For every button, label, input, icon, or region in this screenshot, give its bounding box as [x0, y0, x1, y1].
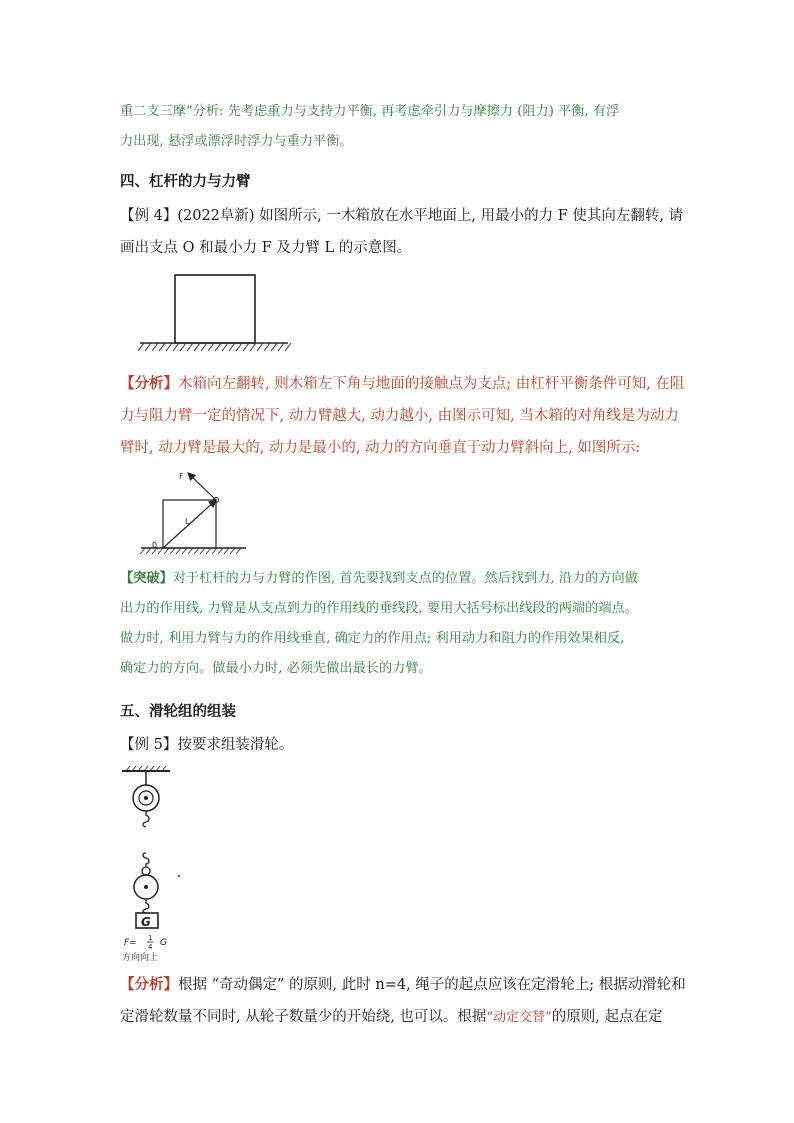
- analysis4-text: 木箱向左翻转, 则木箱左下角与地面的接触点为支点; 由杠杆平衡条件可知, 在阻: [178, 376, 685, 392]
- force-label: F: [179, 472, 184, 481]
- example4-tag: 【例 4】: [120, 208, 178, 224]
- stray-mark: [178, 875, 180, 877]
- section4-tip-line2: 出力的作用线, 力臂是从支点到力的作用线的垂线段, 要用大括号标出线段的两端的端点。: [120, 601, 638, 616]
- formula-right: G: [160, 938, 167, 948]
- section4-analysis-line3: 臂时, 动力臂是最大的, 动力是最小的, 动力的方向垂直于动力臂斜向上, 如图所示:: [120, 440, 641, 456]
- fraction-numerator: 1: [148, 934, 153, 942]
- direction-label: 方向向上: [122, 953, 159, 963]
- analysis5-tag: 【分析】: [120, 976, 178, 993]
- pivot-label: 0: [152, 541, 158, 550]
- example5-tag: 【例 5】: [120, 737, 178, 753]
- fraction-denominator: 4: [148, 943, 153, 951]
- section5-analysis-line1: [120, 975, 686, 995]
- fixed-pulley-axle: [144, 796, 148, 800]
- analysis4-tag: 【分析】: [120, 375, 178, 392]
- tip-text: 对于杠杆的力与力臂的作图, 首先要找到支点的位置。然后找到力, 沿力的方向做: [172, 571, 638, 586]
- analysis5-text: 根据 “奇动偶定” 的原则, 此时 n=4, 绳子的起点应该在定滑轮上; 根据动滑轮和: [178, 977, 686, 993]
- section4-analysis-line1: [120, 374, 685, 394]
- para1-line2: 力出现, 悬浮或漂浮时浮力与重力平衡。: [120, 134, 353, 149]
- section4-example-line1: [120, 206, 684, 226]
- arm-label: L: [185, 517, 190, 526]
- movable-pulley-hook: [143, 899, 149, 913]
- section4-title: 四、杠杆的力与力臂: [120, 174, 251, 190]
- section4-analysis-line2: 力与阻力臂一定的情况下, 动力臂越大, 动力越小, 由图示可知, 当木箱的对角线是为动力: [120, 408, 679, 424]
- section4-tip-line3: 做力时, 利用力臂与力的作用线垂直, 确定力的作用点; 利用动力和阻力的作用效果相反,: [120, 631, 625, 646]
- example4-text: (2022阜新) 如图所示, 一木箱放在水平地面上, 用最小的力 F 使其向左翻转, 请: [177, 208, 684, 224]
- section5-analysis-line2: [120, 1007, 680, 1028]
- analysis5-text2b: 的原则, 起点在定: [551, 1009, 663, 1025]
- box-on-ground-figure: [138, 270, 293, 356]
- wooden-box: [175, 275, 255, 343]
- tip-tag: 【突破】: [120, 571, 173, 586]
- force-arrow: [188, 473, 216, 500]
- formula-left: F=: [124, 938, 137, 948]
- analysis5-highlight: “动定交替”: [486, 1010, 552, 1025]
- section5-title: 五、滑轮组的组装: [120, 704, 236, 720]
- fixed-pulley-hook: [143, 811, 149, 827]
- lever-answer-figure: [138, 465, 253, 557]
- small-pulley-ring: [142, 867, 150, 875]
- section4-tip-line1: [120, 569, 680, 589]
- pulley-figure: [118, 765, 190, 965]
- movable-pulley-top-hook: [143, 853, 149, 867]
- section5-example-line: [120, 735, 680, 755]
- section4-example-line2: 画出支点 O 和最小力 F 及力臂 L 的示意图。: [120, 240, 412, 256]
- example5-text: 按要求组装滑轮。: [177, 737, 294, 753]
- ground-hatching: [138, 343, 291, 351]
- para1-line1: 重二支三摩”分析: 先考虑重力与支持力平衡, 再考虑牵引力与摩擦力 (阻力) 平衡, 有浮: [120, 104, 620, 119]
- section4-tip-line4: 确定力的方向。做最小力时, 必须先做出最长的力臂。: [120, 661, 432, 676]
- analysis5-text2a: 定滑轮数量不同时, 从轮子数量少的开始绕, 也可以。根据: [120, 1009, 487, 1025]
- lever-arm-line: [163, 500, 216, 548]
- weight-label: G: [141, 915, 151, 929]
- movable-pulley-axle: [144, 885, 148, 889]
